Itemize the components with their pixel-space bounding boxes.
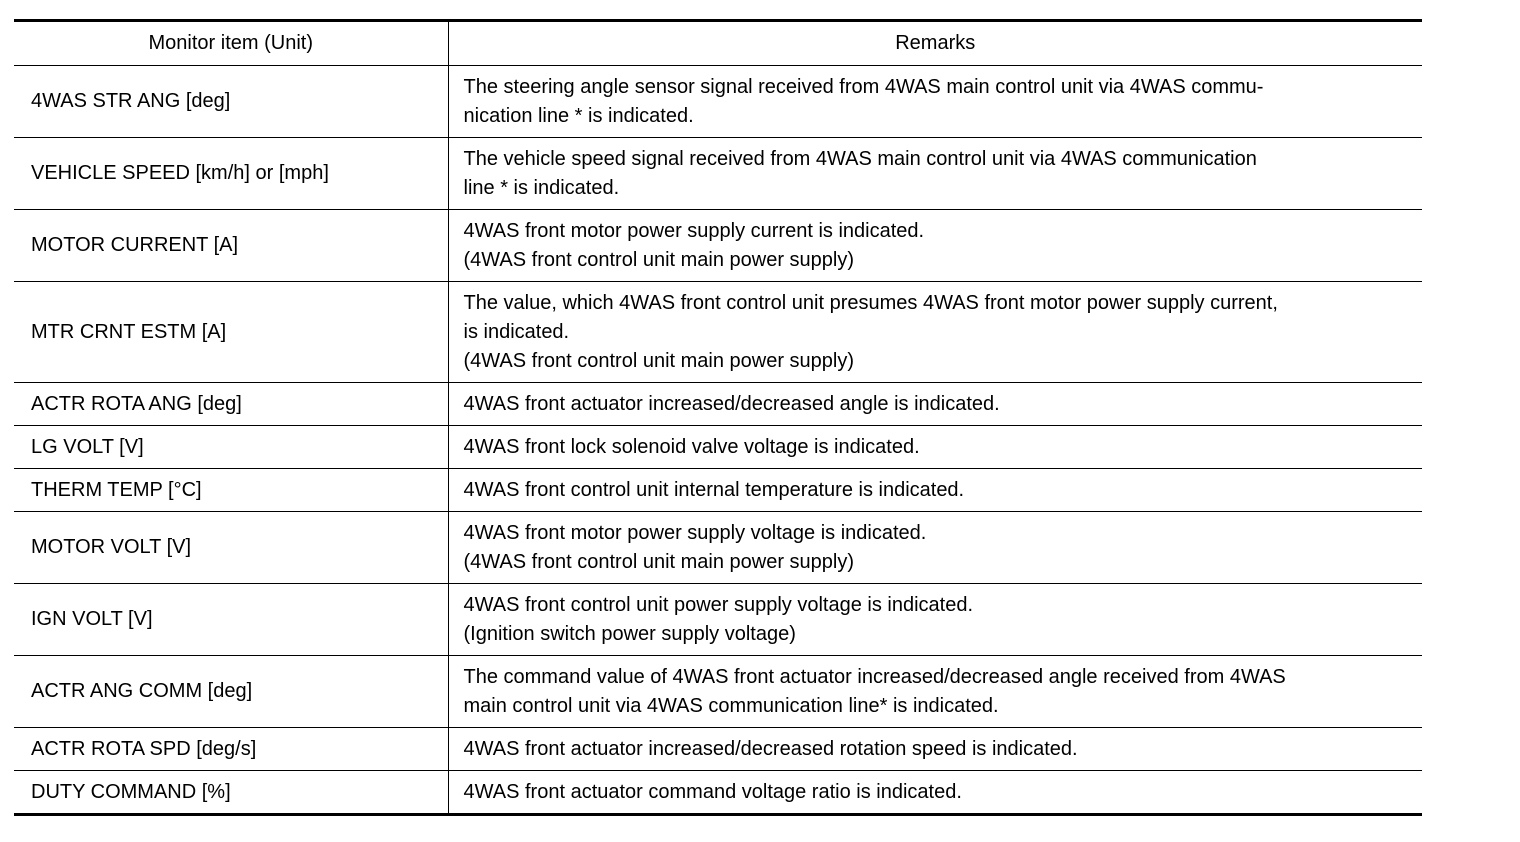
table-row bbox=[14, 66, 1422, 138]
remarks-cell bbox=[448, 282, 1422, 383]
remark-line: 4WAS front motor power supply current is indicated. bbox=[463, 219, 925, 242]
table-row bbox=[14, 138, 1422, 210]
monitor-item-cell: ACTR ROTA SPD [deg/s] bbox=[14, 728, 448, 771]
header-remarks: Remarks bbox=[448, 21, 1422, 66]
table-row bbox=[14, 469, 1422, 512]
remarks-cell bbox=[448, 210, 1422, 282]
remark-line: line * is indicated. bbox=[463, 176, 620, 199]
monitor-item-cell: MTR CRNT ESTM [A] bbox=[14, 282, 448, 383]
monitor-item-cell: MOTOR CURRENT [A] bbox=[14, 210, 448, 282]
remark-line: 4WAS front control unit power supply voltage is indicated. bbox=[463, 593, 974, 616]
remark-line: nication line * is indicated. bbox=[463, 104, 694, 127]
remarks-cell bbox=[448, 469, 1422, 512]
monitor-table-container bbox=[14, 19, 1422, 816]
table-row bbox=[14, 282, 1422, 383]
monitor-item-table bbox=[14, 19, 1422, 816]
remark-line: The command value of 4WAS front actuator increased/decreased angle received from 4WAS bbox=[463, 665, 1286, 688]
header-monitor-item: Monitor item (Unit) bbox=[14, 21, 448, 66]
remarks-cell bbox=[448, 771, 1422, 815]
remarks-cell bbox=[448, 383, 1422, 426]
monitor-item-cell: LG VOLT [V] bbox=[14, 426, 448, 469]
remarks-cell bbox=[448, 584, 1422, 656]
monitor-item-cell: ACTR ANG COMM [deg] bbox=[14, 656, 448, 728]
table-body bbox=[14, 66, 1422, 815]
remarks-cell bbox=[448, 426, 1422, 469]
remark-line: main control unit via 4WAS communication line* is indicated. bbox=[463, 694, 999, 717]
monitor-item-cell: MOTOR VOLT [V] bbox=[14, 512, 448, 584]
remark-line: 4WAS front control unit internal temperature is indicated. bbox=[463, 478, 965, 501]
monitor-item-cell: IGN VOLT [V] bbox=[14, 584, 448, 656]
table-row bbox=[14, 728, 1422, 771]
table-row bbox=[14, 584, 1422, 656]
remark-line: 4WAS front motor power supply voltage is indicated. bbox=[463, 521, 927, 544]
table-row bbox=[14, 656, 1422, 728]
remark-line: 4WAS front actuator command voltage ratio is indicated. bbox=[463, 780, 962, 803]
table-row bbox=[14, 426, 1422, 469]
table-row bbox=[14, 512, 1422, 584]
remark-line: is indicated. bbox=[463, 320, 570, 343]
remark-line: (4WAS front control unit main power supply) bbox=[463, 550, 855, 573]
remark-line: (4WAS front control unit main power supply) bbox=[463, 349, 855, 372]
remark-line: 4WAS front actuator increased/decreased angle is indicated. bbox=[463, 392, 1000, 415]
remarks-cell bbox=[448, 138, 1422, 210]
remark-line: 4WAS front lock solenoid valve voltage is indicated. bbox=[463, 435, 920, 458]
remarks-cell bbox=[448, 728, 1422, 771]
remark-line: The steering angle sensor signal received from 4WAS main control unit via 4WAS commu- bbox=[463, 75, 1264, 98]
table-header-row bbox=[14, 21, 1422, 66]
monitor-item-cell: DUTY COMMAND [%] bbox=[14, 771, 448, 815]
remark-line: The vehicle speed signal received from 4WAS main control unit via 4WAS communication bbox=[463, 147, 1257, 170]
table-row bbox=[14, 210, 1422, 282]
remarks-cell bbox=[448, 656, 1422, 728]
remark-line: 4WAS front actuator increased/decreased rotation speed is indicated. bbox=[463, 737, 1078, 760]
monitor-item-cell: THERM TEMP [°C] bbox=[14, 469, 448, 512]
table-row bbox=[14, 771, 1422, 815]
monitor-item-cell: ACTR ROTA ANG [deg] bbox=[14, 383, 448, 426]
monitor-item-cell: VEHICLE SPEED [km/h] or [mph] bbox=[14, 138, 448, 210]
remark-line: The value, which 4WAS front control unit presumes 4WAS front motor power supply current, bbox=[463, 291, 1278, 314]
monitor-item-cell: 4WAS STR ANG [deg] bbox=[14, 66, 448, 138]
remark-line: (4WAS front control unit main power supply) bbox=[463, 248, 855, 271]
remarks-cell bbox=[448, 66, 1422, 138]
table-row bbox=[14, 383, 1422, 426]
remarks-cell bbox=[448, 512, 1422, 584]
remark-line: (Ignition switch power supply voltage) bbox=[463, 622, 796, 645]
